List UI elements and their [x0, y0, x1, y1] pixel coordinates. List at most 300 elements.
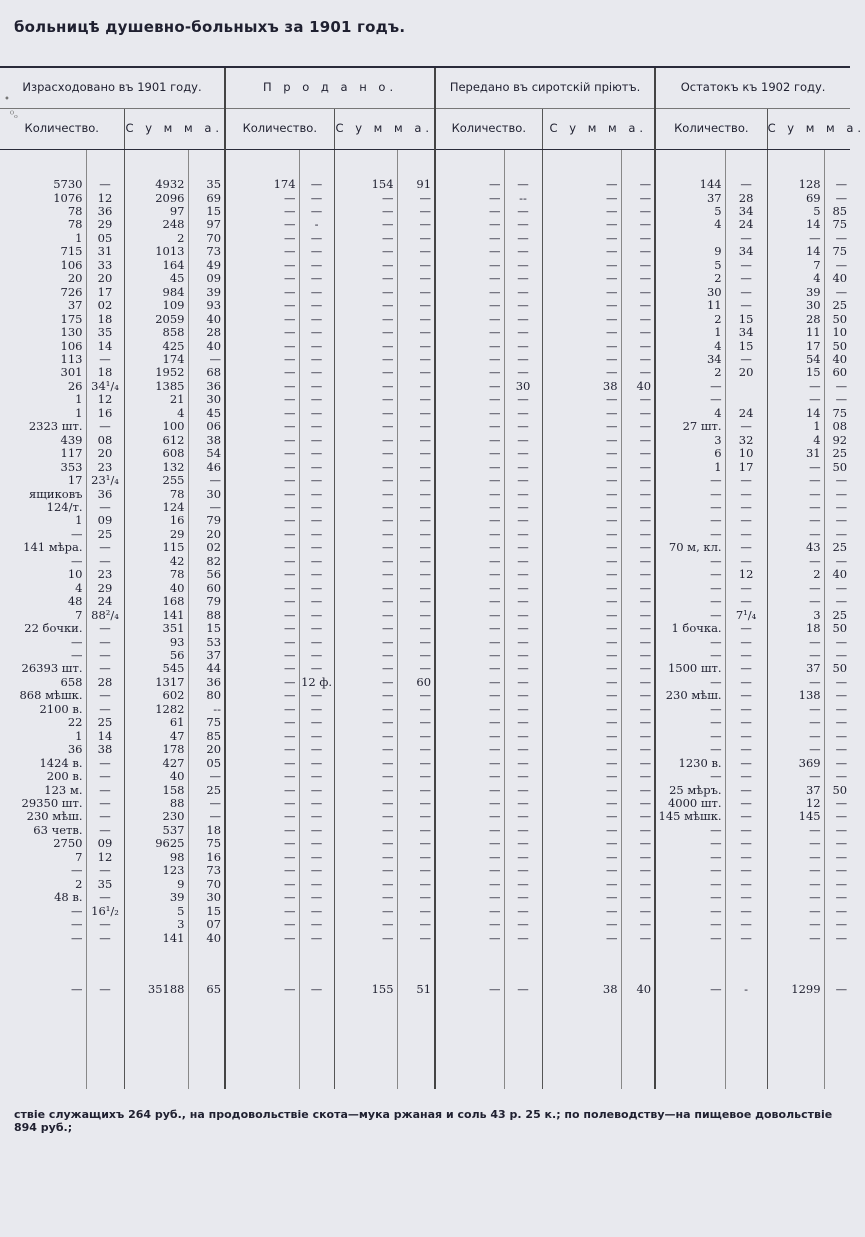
cell-sold-quantity: —	[225, 743, 299, 756]
cell-remainder-rubles: —	[767, 514, 824, 527]
cell-quantity-fraction: —	[86, 918, 124, 931]
cell-sold-rubles: —	[334, 851, 397, 864]
cell-quantity: 868 мѣшк.	[19, 688, 83, 703]
cell-orphanage-rubles: —	[542, 528, 621, 541]
cell-sum-rubles: 45	[124, 272, 188, 285]
cell-remainder-quantity: —	[655, 568, 725, 581]
cell-remainder-quantity-fraction: 34	[725, 205, 767, 218]
cell-sum-rubles: 425	[124, 339, 188, 352]
cell-remainder-quantity-fraction: —	[725, 783, 767, 796]
cell-sold-rubles: —	[334, 662, 397, 675]
cell-sum-rubles: 42	[124, 555, 188, 568]
cell-orphanage-quantity: —	[435, 716, 504, 729]
cell-sold-rubles: —	[334, 272, 397, 285]
cell-orphanage-rubles: —	[542, 447, 621, 460]
cell-sum-rubles: 608	[124, 447, 188, 460]
cell-remainder-kopecks: —	[824, 595, 850, 608]
cell-quantity: 22 бочки.	[24, 621, 83, 636]
cell-orphanage-rubles: —	[542, 232, 621, 245]
cell-remainder-quantity-fraction	[725, 380, 767, 393]
table-row	[0, 676, 850, 689]
cell-quantity: 17	[67, 473, 83, 488]
cell-quantity-fraction: 38	[86, 743, 124, 756]
cell-remainder-rubles: —	[767, 931, 824, 945]
cell-quantity-fraction: —	[86, 864, 124, 877]
cell-orphanage-kopecks: —	[621, 635, 655, 648]
cell-orphanage-quantity-fraction: —	[504, 824, 542, 837]
cell-quantity-fraction: 23¹/₄	[86, 474, 124, 487]
cell-remainder-quantity-fraction: —	[725, 541, 767, 554]
cell-remainder-kopecks: —	[824, 851, 850, 864]
cell-remainder-quantity: —	[655, 555, 725, 568]
cell-quantity-fraction: 12	[86, 393, 124, 406]
cell-sold-rubles: —	[334, 783, 397, 796]
cell-sold-kopecks: —	[397, 756, 435, 769]
cell-sold-quantity: —	[225, 582, 299, 595]
cell-sold-quantity: —	[225, 555, 299, 568]
cell-orphanage-quantity: —	[435, 730, 504, 743]
cell-quantity: 1	[75, 392, 83, 407]
cell-orphanage-quantity-fraction: —	[504, 487, 542, 500]
cell-orphanage-quantity: —	[435, 299, 504, 312]
cell-orphanage-rubles: —	[542, 407, 621, 420]
cell-orphanage-quantity-fraction: —	[504, 313, 542, 326]
cell-quantity: 124/т.	[46, 500, 83, 514]
cell-orphanage-quantity: —	[435, 528, 504, 541]
cell-quantity-fraction: 05	[86, 232, 124, 245]
cell-orphanage-rubles: —	[542, 810, 621, 823]
cell-sum-kopecks: 53	[188, 635, 225, 648]
cell-sold-rubles: —	[334, 407, 397, 420]
cell-orphanage-rubles: —	[542, 434, 621, 447]
cell-orphanage-quantity: —	[435, 393, 504, 406]
cell-quantity-fraction: 08	[86, 434, 124, 447]
cell-sum-kopecks: —	[188, 810, 225, 823]
cell-sum-kopecks: 44	[188, 662, 225, 675]
cell-orphanage-kopecks: —	[621, 703, 655, 716]
cell-sum-rubles: 78	[124, 487, 188, 500]
cell-orphanage-quantity-fraction: —	[504, 568, 542, 581]
cell-quantity: 78	[67, 204, 83, 219]
cell-sold-kopecks: —	[397, 716, 435, 729]
cell-sold-quantity: —	[225, 232, 299, 245]
cell-sold-quantity: —	[225, 595, 299, 608]
cell-remainder-quantity: 9	[655, 245, 725, 258]
table-row	[0, 420, 850, 433]
cell-orphanage-quantity-fraction: —	[504, 975, 542, 1005]
cell-remainder-quantity-fraction: —	[725, 420, 767, 433]
cell-sum-kopecks: —	[188, 353, 225, 366]
table-row	[0, 837, 850, 850]
cell-remainder-rubles: —	[767, 595, 824, 608]
cell-remainder-kopecks: —	[824, 232, 850, 245]
cell-orphanage-quantity-fraction: —	[504, 434, 542, 447]
cell-remainder-quantity: —	[655, 609, 725, 622]
cell-remainder-rubles: —	[767, 851, 824, 864]
cell-orphanage-quantity: —	[435, 541, 504, 554]
cell-remainder-quantity-fraction: 15	[725, 339, 767, 352]
cell-sold-quantity-fraction: —	[299, 178, 334, 191]
cell-sold-rubles: —	[334, 635, 397, 648]
cell-sold-rubles: —	[334, 259, 397, 272]
cell-sum-rubles: 4932	[124, 178, 188, 191]
cell-orphanage-rubles: —	[542, 837, 621, 850]
cell-sum-kopecks: 40	[188, 339, 225, 352]
cell-remainder-rubles: —	[767, 824, 824, 837]
cell-remainder-kopecks: 40	[824, 353, 850, 366]
cell-quantity: 7	[75, 849, 83, 864]
cell-sold-kopecks: —	[397, 461, 435, 474]
cell-sum-kopecks: 60	[188, 582, 225, 595]
sub-header-quantity: Количество.	[435, 109, 542, 150]
cell-sold-quantity-fraction: —	[299, 864, 334, 877]
table-row	[0, 313, 850, 326]
cell-sold-rubles: —	[334, 904, 397, 917]
cell-quantity: ящиковъ	[28, 486, 83, 501]
cell-orphanage-rubles: —	[542, 420, 621, 433]
cell-remainder-quantity: —	[655, 730, 725, 743]
cell-orphanage-rubles: —	[542, 366, 621, 379]
cell-remainder-quantity-fraction: —	[725, 635, 767, 648]
cell-quantity-fraction: —	[86, 635, 124, 648]
cell-sold-quantity-fraction: —	[299, 931, 334, 945]
cell-sold-quantity: —	[225, 824, 299, 837]
cell-sum-kopecks: 18	[188, 824, 225, 837]
cell-sum-kopecks: 46	[188, 461, 225, 474]
cell-remainder-quantity-fraction: 15	[725, 313, 767, 326]
cell-quantity-fraction: 12	[86, 851, 124, 864]
cell-sold-quantity: —	[225, 259, 299, 272]
cell-remainder-rubles: —	[767, 918, 824, 931]
sub-header-sum: С у м м а.	[767, 109, 850, 150]
cell-orphanage-rubles: 38	[542, 975, 621, 1005]
table-row	[0, 178, 850, 191]
cell-orphanage-kopecks: —	[621, 474, 655, 487]
cell-sold-kopecks: —	[397, 770, 435, 783]
cell-remainder-rubles: —	[767, 635, 824, 648]
cell-sum-kopecks: 15	[188, 205, 225, 218]
cell-quantity: 301	[60, 365, 83, 380]
cell-orphanage-kopecks: —	[621, 770, 655, 783]
cell-orphanage-quantity-fraction: —	[504, 891, 542, 904]
cell-remainder-kopecks: —	[824, 635, 850, 648]
cell-remainder-quantity: 5	[655, 205, 725, 218]
cell-remainder-rubles: 17	[767, 339, 824, 352]
cell-remainder-rubles: —	[767, 716, 824, 729]
cell-sold-quantity-fraction: —	[299, 420, 334, 433]
cell-sold-quantity-fraction: —	[299, 756, 334, 769]
cell-remainder-kopecks: —	[824, 824, 850, 837]
cell-orphanage-kopecks: —	[621, 218, 655, 231]
cell-orphanage-rubles: —	[542, 474, 621, 487]
table-row	[0, 824, 850, 837]
cell-quantity-fraction: 28	[86, 676, 124, 689]
cell-orphanage-quantity-fraction: —	[504, 232, 542, 245]
cell-orphanage-quantity-fraction: —	[504, 703, 542, 716]
table-row	[0, 918, 850, 931]
cell-sum-rubles: 97	[124, 205, 188, 218]
cell-remainder-quantity-fraction: 28	[725, 191, 767, 204]
cell-remainder-quantity: —	[655, 904, 725, 917]
cell-sold-kopecks: —	[397, 528, 435, 541]
cell-sum-rubles: 100	[124, 420, 188, 433]
table-row	[0, 380, 850, 393]
table-row	[0, 891, 850, 904]
cell-sold-quantity: —	[225, 380, 299, 393]
cell-remainder-rubles: —	[767, 904, 824, 917]
cell-orphanage-quantity: —	[435, 851, 504, 864]
cell-remainder-quantity: 2	[655, 366, 725, 379]
cell-orphanage-kopecks: —	[621, 326, 655, 339]
cell-quantity: 123 м.	[44, 782, 83, 797]
cell-orphanage-quantity-fraction: —	[504, 649, 542, 662]
cell-sum-rubles: 1952	[124, 366, 188, 379]
cell-remainder-kopecks: —	[824, 703, 850, 716]
cell-remainder-quantity: 25 мѣръ.	[655, 783, 725, 796]
cell-orphanage-quantity-fraction: —	[504, 595, 542, 608]
cell-sold-kopecks: —	[397, 501, 435, 514]
cell-remainder-quantity-fraction: —	[725, 904, 767, 917]
cell-sold-kopecks: —	[397, 662, 435, 675]
cell-remainder-quantity: 1230 в.	[655, 756, 725, 769]
cell-sold-quantity: —	[225, 797, 299, 810]
cell-sold-quantity-fraction: —	[299, 232, 334, 245]
cell-remainder-quantity-fraction: —	[725, 622, 767, 635]
cell-sold-rubles: —	[334, 878, 397, 891]
cell-orphanage-rubles: —	[542, 797, 621, 810]
cell-sold-rubles: —	[334, 218, 397, 231]
cell-sold-rubles: —	[334, 205, 397, 218]
cell-orphanage-quantity: —	[435, 975, 504, 1005]
table-row	[0, 635, 850, 648]
cell-sum-kopecks: 30	[188, 393, 225, 406]
cell-remainder-kopecks: —	[824, 743, 850, 756]
cell-sold-kopecks: —	[397, 232, 435, 245]
cell-remainder-quantity-fraction: 34	[725, 245, 767, 258]
cell-remainder-kopecks: —	[824, 582, 850, 595]
cell-sold-kopecks: —	[397, 487, 435, 500]
cell-quantity: —	[71, 634, 83, 649]
cell-orphanage-quantity-fraction: —	[504, 326, 542, 339]
cell-orphanage-rubles: —	[542, 205, 621, 218]
cell-sold-rubles: —	[334, 393, 397, 406]
table-row	[0, 272, 850, 285]
table-row	[0, 904, 850, 917]
margin-mark: ⁰ₒ	[10, 110, 18, 121]
table-row	[0, 326, 850, 339]
cell-sum-rubles: 168	[124, 595, 188, 608]
cell-orphanage-quantity: —	[435, 837, 504, 850]
cell-sum-kopecks: 79	[188, 514, 225, 527]
cell-sum-kopecks: 05	[188, 756, 225, 769]
cell-remainder-quantity	[655, 232, 725, 245]
cell-orphanage-kopecks: —	[621, 299, 655, 312]
cell-orphanage-quantity-fraction: —	[504, 178, 542, 191]
cell-orphanage-rubles: —	[542, 730, 621, 743]
cell-sum-kopecks: 54	[188, 447, 225, 460]
cell-remainder-quantity: —	[655, 649, 725, 662]
cell-sum-rubles: 230	[124, 810, 188, 823]
cell-sold-kopecks: —	[397, 299, 435, 312]
cell-quantity-fraction: 36	[86, 487, 124, 500]
cell-orphanage-quantity-fraction: —	[504, 730, 542, 743]
cell-orphanage-rubles: —	[542, 582, 621, 595]
cell-remainder-quantity-fraction: -	[725, 975, 767, 1005]
cell-remainder-quantity: 145 мѣшк.	[655, 810, 725, 823]
cell-sum-rubles: 351	[124, 622, 188, 635]
cell-remainder-quantity: 2	[655, 313, 725, 326]
cell-sold-quantity: —	[225, 528, 299, 541]
cell-remainder-kopecks: 25	[824, 299, 850, 312]
cell-remainder-quantity: —	[655, 743, 725, 756]
cell-sold-quantity: —	[225, 676, 299, 689]
cell-sold-quantity: —	[225, 837, 299, 850]
cell-sold-kopecks: —	[397, 313, 435, 326]
cell-orphanage-rubles: —	[542, 286, 621, 299]
cell-sum-rubles: 255	[124, 474, 188, 487]
cell-sold-kopecks: —	[397, 272, 435, 285]
cell-remainder-quantity: 1	[655, 461, 725, 474]
cell-remainder-kopecks: —	[824, 837, 850, 850]
cell-sum-rubles: 2096	[124, 191, 188, 204]
cell-remainder-quantity: 6	[655, 447, 725, 460]
cell-sold-kopecks: —	[397, 797, 435, 810]
cell-remainder-quantity: 1500 шт.	[655, 662, 725, 675]
cell-sum-rubles: 4	[124, 407, 188, 420]
cell-remainder-quantity: 1 бочка.	[655, 622, 725, 635]
cell-sum-kopecks: 93	[188, 299, 225, 312]
cell-sum-rubles: 141	[124, 931, 188, 945]
cell-remainder-kopecks: 50	[824, 662, 850, 675]
cell-orphanage-kopecks: —	[621, 178, 655, 191]
cell-orphanage-quantity-fraction: 30	[504, 380, 542, 393]
cell-quantity-fraction: —	[86, 541, 124, 554]
cell-remainder-quantity: —	[655, 703, 725, 716]
cell-sold-quantity: —	[225, 662, 299, 675]
cell-sold-kopecks: —	[397, 286, 435, 299]
cell-sum-rubles: 612	[124, 434, 188, 447]
cell-remainder-kopecks: 85	[824, 205, 850, 218]
cell-orphanage-rubles: —	[542, 770, 621, 783]
cell-sum-kopecks: 02	[188, 541, 225, 554]
table-row	[0, 528, 850, 541]
cell-remainder-quantity-fraction: 20	[725, 366, 767, 379]
cell-orphanage-quantity: —	[435, 568, 504, 581]
cell-orphanage-quantity-fraction: —	[504, 797, 542, 810]
cell-sold-rubles: —	[334, 810, 397, 823]
cell-remainder-quantity: —	[655, 528, 725, 541]
cell-sold-kopecks: —	[397, 918, 435, 931]
group-header-sold: П р о д а н о.	[225, 67, 435, 109]
cell-remainder-rubles: —	[767, 501, 824, 514]
cell-orphanage-quantity-fraction: —	[504, 205, 542, 218]
cell-orphanage-quantity: —	[435, 635, 504, 648]
cell-orphanage-quantity: —	[435, 501, 504, 514]
cell-quantity: 1	[75, 513, 83, 528]
cell-remainder-quantity-fraction: —	[725, 851, 767, 864]
cell-sold-quantity-fraction: —	[299, 487, 334, 500]
cell-remainder-quantity-fraction: 24	[725, 218, 767, 231]
cell-orphanage-quantity-fraction: —	[504, 810, 542, 823]
cell-orphanage-quantity-fraction: —	[504, 447, 542, 460]
cell-quantity-fraction: —	[86, 975, 124, 1005]
cell-sum-kopecks: 80	[188, 689, 225, 702]
cell-sold-rubles: —	[334, 689, 397, 702]
table-row	[0, 555, 850, 568]
margin-dot: •	[4, 94, 10, 105]
cell-orphanage-rubles: —	[542, 756, 621, 769]
cell-remainder-kopecks: 75	[824, 407, 850, 420]
cell-sum-kopecks: 73	[188, 864, 225, 877]
cell-orphanage-kopecks: —	[621, 595, 655, 608]
cell-remainder-rubles: —	[767, 380, 824, 393]
cell-sold-kopecks: —	[397, 595, 435, 608]
cell-quantity: —	[71, 647, 83, 662]
cell-remainder-quantity-fraction: —	[725, 582, 767, 595]
cell-sold-quantity-fraction: —	[299, 743, 334, 756]
cell-remainder-rubles: —	[767, 528, 824, 541]
cell-sold-kopecks: —	[397, 851, 435, 864]
cell-remainder-quantity-fraction: —	[725, 756, 767, 769]
cell-sold-kopecks: —	[397, 703, 435, 716]
cell-quantity-fraction: 20	[86, 447, 124, 460]
cell-orphanage-quantity: —	[435, 582, 504, 595]
cell-sold-quantity: —	[225, 975, 299, 1005]
cell-orphanage-quantity-fraction: —	[504, 286, 542, 299]
cell-remainder-quantity-fraction: —	[725, 810, 767, 823]
cell-remainder-kopecks: —	[824, 555, 850, 568]
cell-sold-kopecks: —	[397, 931, 435, 945]
cell-sold-quantity: —	[225, 474, 299, 487]
cell-quantity-fraction: 17	[86, 286, 124, 299]
cell-remainder-quantity-fraction: 7¹/₄	[725, 609, 767, 622]
cell-remainder-rubles: —	[767, 232, 824, 245]
table-row	[0, 649, 850, 662]
cell-sold-quantity: —	[225, 878, 299, 891]
table-row	[0, 218, 850, 231]
cell-orphanage-kopecks: 40	[621, 380, 655, 393]
cell-sum-rubles: 132	[124, 461, 188, 474]
cell-orphanage-rubles: —	[542, 272, 621, 285]
cell-sold-kopecks: —	[397, 743, 435, 756]
cell-remainder-rubles: 369	[767, 756, 824, 769]
table-row	[0, 716, 850, 729]
cell-sum-rubles: 164	[124, 259, 188, 272]
sub-header-quantity: Количество.	[225, 109, 334, 150]
cell-sold-rubles: 155	[334, 975, 397, 1005]
cell-orphanage-quantity: —	[435, 931, 504, 945]
table-row	[0, 353, 850, 366]
cell-remainder-quantity: 11	[655, 299, 725, 312]
cell-quantity: 1	[75, 728, 83, 743]
cell-sold-kopecks: —	[397, 191, 435, 204]
cell-quantity: 4	[75, 580, 83, 595]
cell-quantity-fraction: —	[86, 178, 124, 191]
cell-sum-kopecks: 16	[188, 851, 225, 864]
cell-sold-quantity-fraction: —	[299, 380, 334, 393]
cell-quantity: —	[71, 553, 83, 568]
table-row	[0, 609, 850, 622]
cell-sum-kopecks: 69	[188, 191, 225, 204]
cell-sold-rubles: —	[334, 366, 397, 379]
cell-sum-rubles: 35188	[124, 975, 188, 1005]
cell-orphanage-quantity-fraction: —	[504, 635, 542, 648]
cell-sum-kopecks: 15	[188, 622, 225, 635]
cell-orphanage-kopecks: —	[621, 904, 655, 917]
cell-remainder-quantity-fraction: —	[725, 649, 767, 662]
table-row	[0, 864, 850, 877]
cell-sum-kopecks: 07	[188, 918, 225, 931]
